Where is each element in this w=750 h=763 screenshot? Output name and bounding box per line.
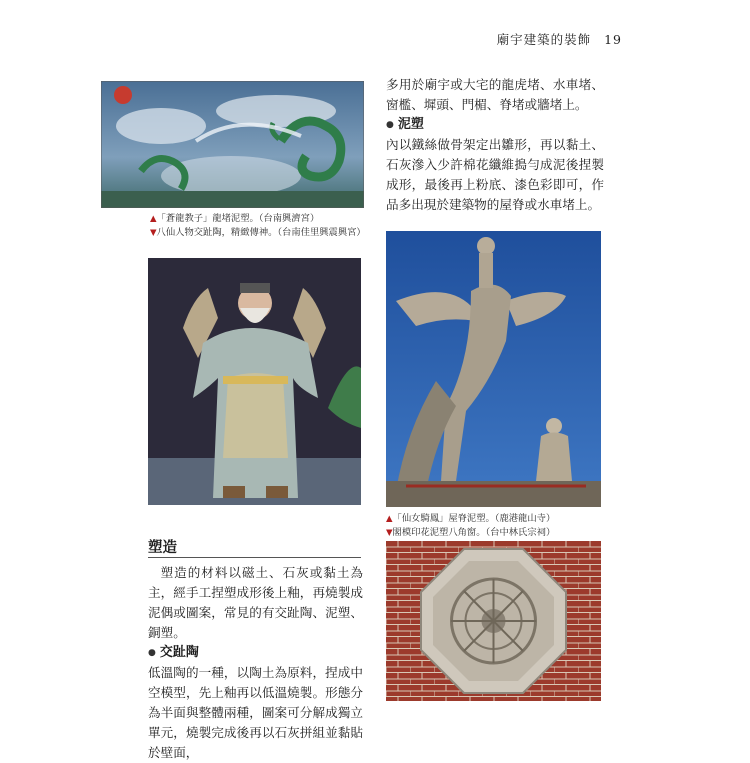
section-title: 塑造 <box>148 539 177 556</box>
jiaozhi-heading <box>148 643 363 663</box>
nisu-heading <box>386 115 604 135</box>
right-column-text <box>386 75 604 215</box>
caption-line: 「仙女騎鳳」屋脊泥塑。（鹿港龍山寺） <box>392 513 556 524</box>
octagonal-window-photo <box>386 541 601 701</box>
caption-line: 閣模印花泥塑八角窗。（台中林氏宗祠） <box>392 527 556 538</box>
jiaozhi-paragraph: 低溫陶的一種，以陶土為原料，捏成中空模型，先上釉再以低溫燒製。形態分為半面與整體兩種，圖案可分解成獨立單元，燒製完成後再以石灰拼組並黏貼於壁面， <box>148 665 363 760</box>
bullet-icon: ● <box>386 120 394 130</box>
immortal-figure-photo <box>148 258 361 505</box>
caption-line: 「蒼龍教子」龍堵泥塑。（台南興濟宮） <box>156 213 320 224</box>
down-triangle-icon: ▼ <box>150 228 157 238</box>
left-column-text <box>148 563 363 763</box>
page-number: 19 <box>604 32 622 47</box>
section-divider <box>148 557 361 558</box>
page-header <box>497 30 622 48</box>
nisu-paragraph: 內以鐵絲做骨架定出雛形，再以黏土、石灰滲入少許棉花纖維搗勻成泥後捏製成形，最後再上粉底、漆色彩即可，作品多出現於建築物的屋脊或水車堵上。 <box>386 137 604 212</box>
dragon-mural-caption <box>150 212 366 240</box>
fairy-phoenix-photo <box>386 231 601 507</box>
up-triangle-icon: ▲ <box>150 214 157 224</box>
nisu-heading-label: 泥塑 <box>397 117 424 132</box>
bullet-icon: ● <box>148 648 156 658</box>
chapter-title: 廟宇建築的裝飾 <box>496 32 592 47</box>
jiaozhi-heading-label: 交趾陶 <box>159 645 199 660</box>
up-triangle-icon: ▲ <box>386 514 393 524</box>
caption-line: 八仙人物交趾陶，精緻傳神。（台南佳里興震興宮） <box>156 227 366 238</box>
intro-paragraph: 多用於廟宇或大宅的龍虎堵、水車堵、窗檻、墀頭、門楣、脊堵或牆堵上。 <box>386 77 604 112</box>
section-paragraph: 塑造的材料以磁土、石灰或黏土為主，經手工捏塑成形後上釉，再燒製成泥偶或圖案，常見的有交趾陶、泥塑、銅塑。 <box>148 565 363 640</box>
dragon-mural-photo <box>101 81 364 208</box>
fairy-phoenix-caption <box>386 512 602 540</box>
down-triangle-icon: ▼ <box>386 528 393 538</box>
